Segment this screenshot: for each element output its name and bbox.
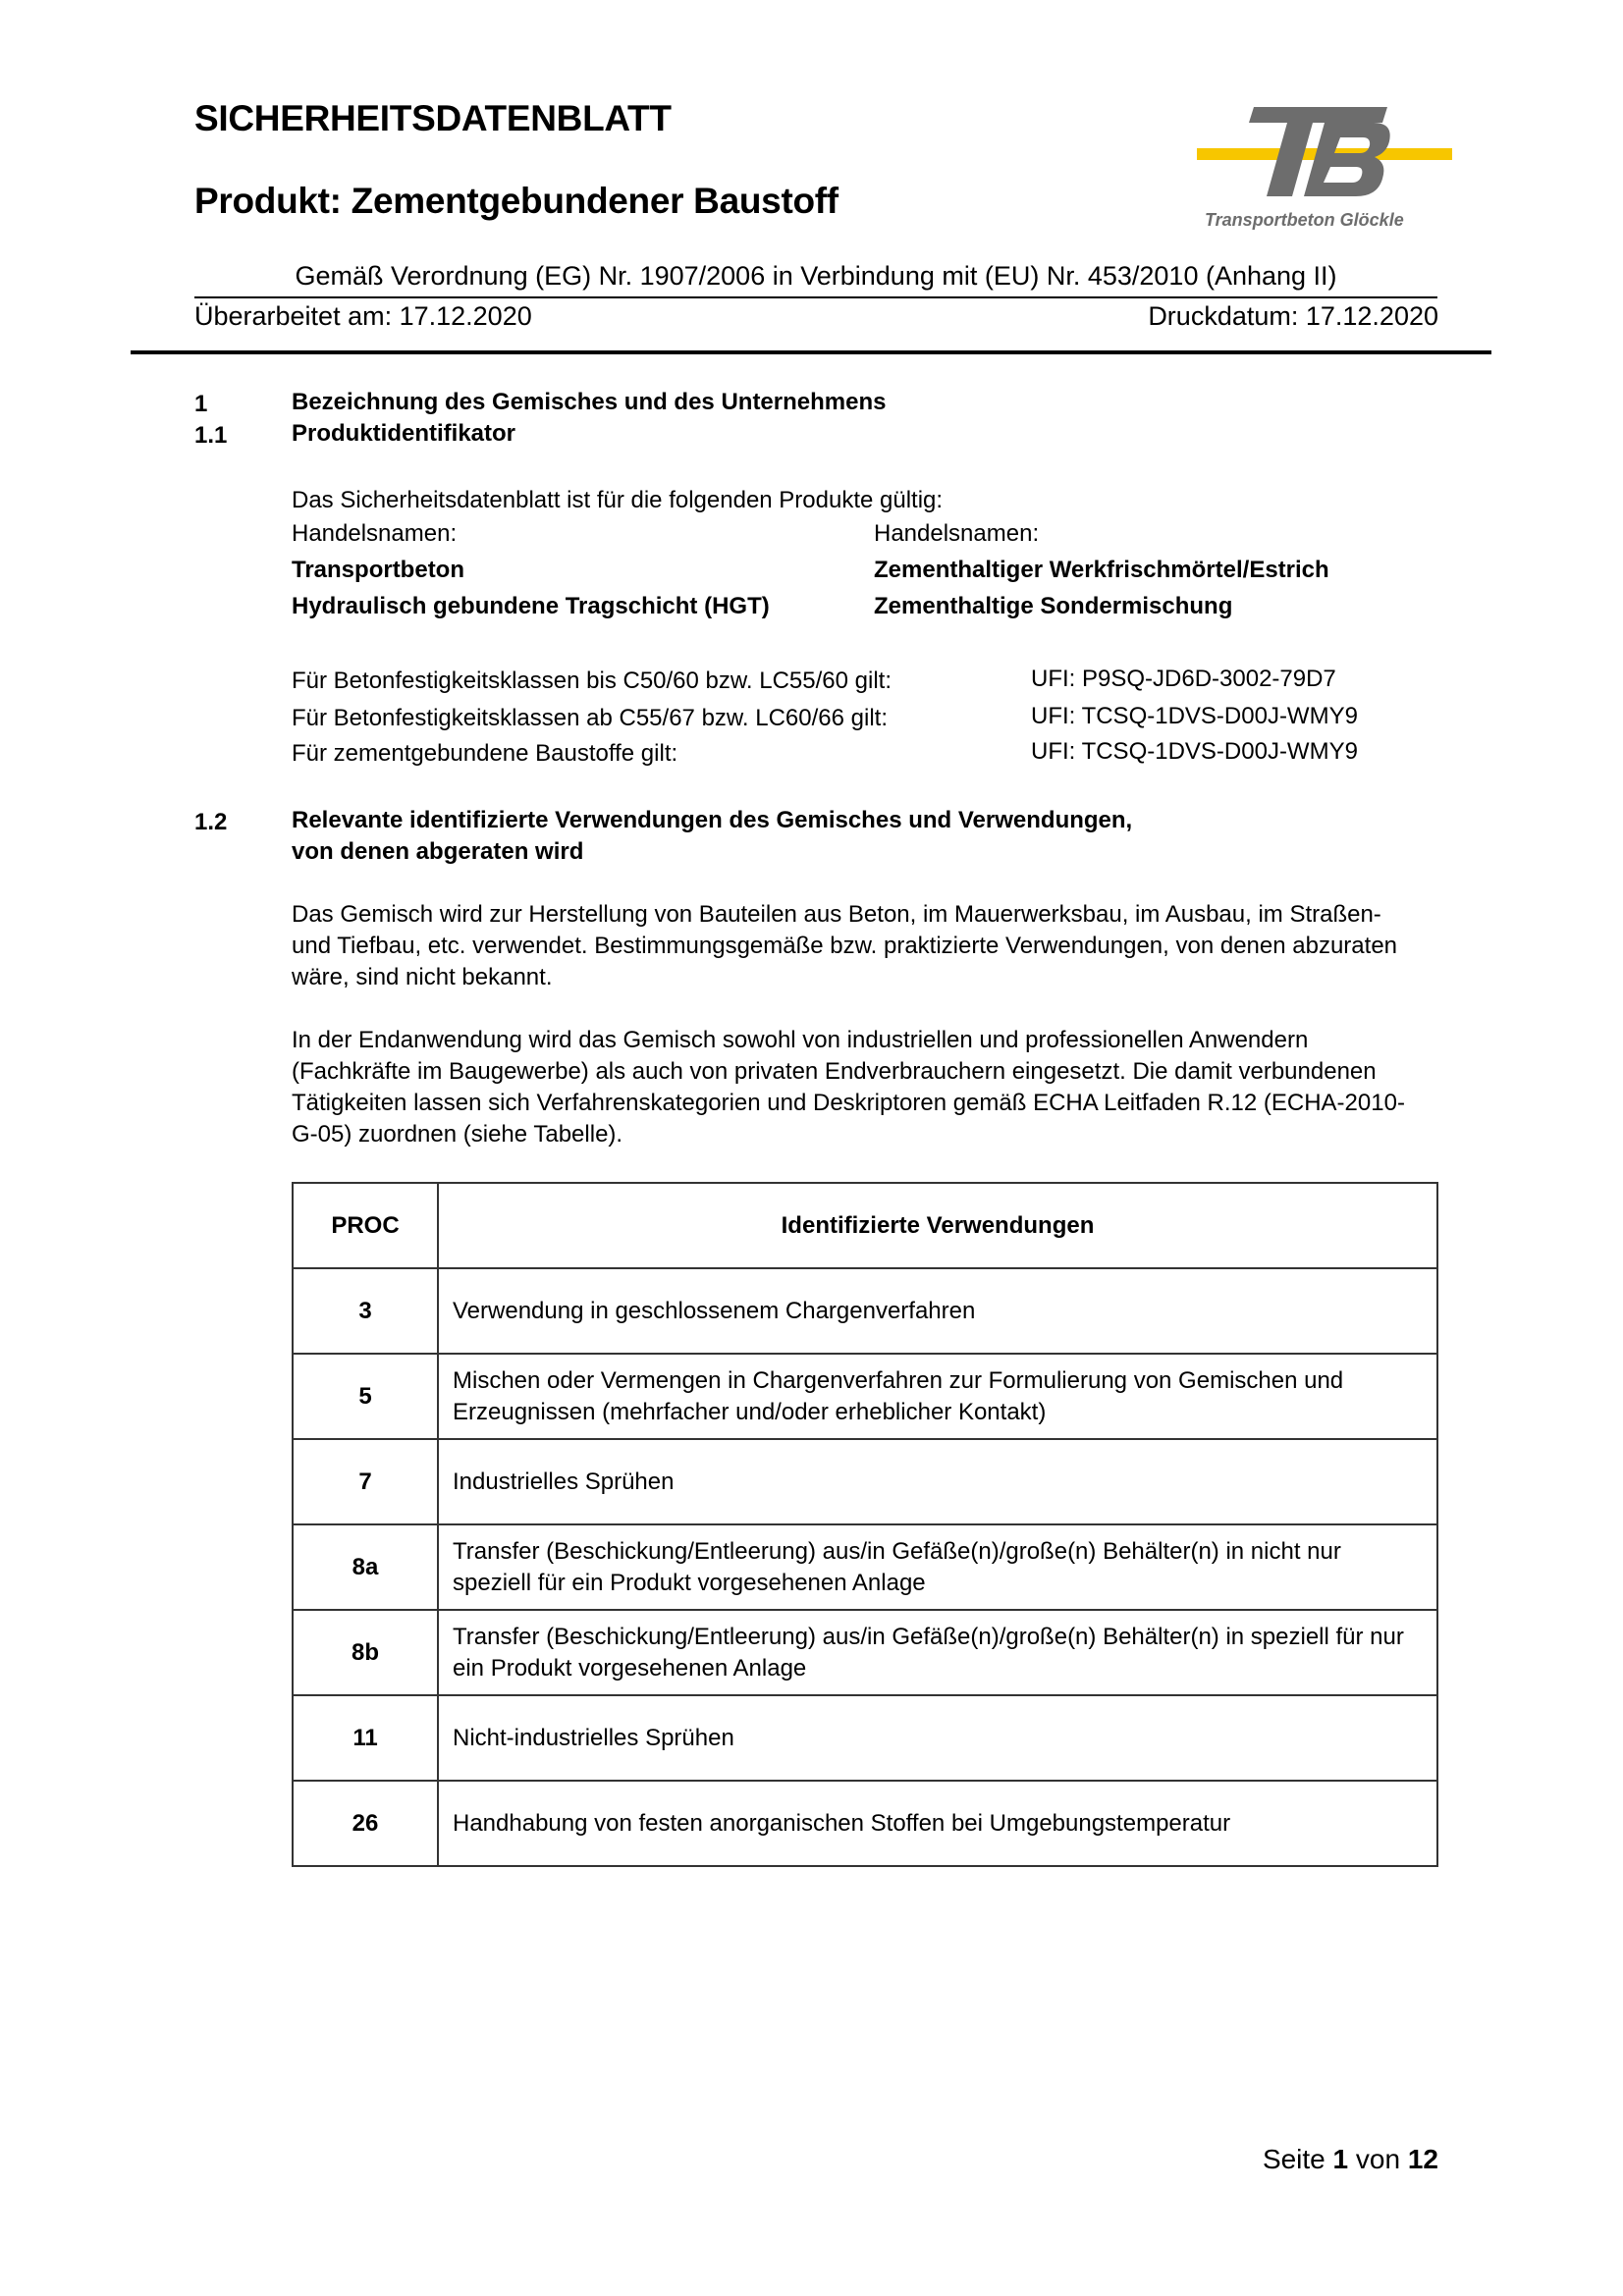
product-right-2: Zementhaltige Sondermischung <box>874 593 1233 619</box>
ufi-label-3: Für zementgebundene Baustoffe gilt: <box>292 740 678 767</box>
proc-code: 3 <box>293 1268 438 1354</box>
end-use-paragraph: In der Endanwendung wird das Gemisch sowohl von industriellen und professionellen Anwendern (Fachkräfte im Baugewerbe) als auch von privaten Endverbrauchern eingesetzt. Die damit verbundenen Tätigkeiten lassen sich Verfahrenskategorien und Deskriptoren gemäß ECHA Leitfaden R.12 (ECHA-2010-G-05) zuordnen (siehe Tabelle). <box>292 1027 1405 1148</box>
page-current: 1 <box>1332 2144 1349 2174</box>
proc-description: Industrielles Sprühen <box>438 1439 1437 1524</box>
proc-description: Nicht-industrielles Sprühen <box>438 1695 1437 1781</box>
proc-description: Transfer (Beschickung/Entleerung) aus/in Gefäße(n)/große(n) Behälter(n) in speziell für nur ein Produkt vorgesehenen Anlage <box>438 1610 1437 1695</box>
table-header-row <box>293 1183 1437 1268</box>
proc-code: 26 <box>293 1781 438 1866</box>
proc-code: 7 <box>293 1439 438 1524</box>
table-row <box>293 1524 1437 1610</box>
product-title: Produkt: Zementgebundener Baustoff <box>194 181 839 221</box>
section-1-2-number: 1.2 <box>194 809 228 835</box>
regulation-reference: Gemäß Verordnung (EG) Nr. 1907/2006 in Verbindung mit (EU) Nr. 453/2010 (Anhang II) <box>295 261 1337 291</box>
header-divider-thin <box>194 296 1437 298</box>
section-1-1-title: Produktidentifikator <box>292 420 516 447</box>
proc-description: Verwendung in geschlossenem Chargenverfahren <box>438 1268 1437 1354</box>
section-1-title: Bezeichnung des Gemisches und des Unternehmens <box>292 389 887 415</box>
print-date: Druckdatum: 17.12.2020 <box>1148 301 1438 331</box>
table-row <box>293 1268 1437 1354</box>
trade-names-label-left: Handelsnamen: <box>292 520 458 547</box>
usage-paragraph: Das Gemisch wird zur Herstellung von Bauteilen aus Beton, im Mauerwerksbau, im Ausbau, im Straßen- und Tiefbau, etc. verwendet. Bestimmungsgemäße bzw. praktizierte Verwendungen, von denen abzuraten wäre, sind nicht bekannt. <box>292 901 1398 990</box>
table-row <box>293 1610 1437 1695</box>
table-row <box>293 1781 1437 1866</box>
header-proc: PROC <box>293 1183 438 1268</box>
trade-names-label-right: Handelsnamen: <box>874 520 1040 547</box>
validity-intro: Das Sicherheitsdatenblatt ist für die folgenden Produkte gültig: <box>292 487 944 513</box>
page-total: 12 <box>1407 2144 1438 2174</box>
table-row <box>293 1354 1437 1439</box>
proc-code: 8b <box>293 1610 438 1695</box>
section-1-2-title-line1: Relevante identifizierte Verwendungen des Gemisches und Verwendungen, <box>292 807 1133 833</box>
product-left-1: Transportbeton <box>292 557 465 583</box>
proc-description: Handhabung von festen anorganischen Stoffen bei Umgebungstemperatur <box>438 1781 1437 1866</box>
ufi-label-2: Für Betonfestigkeitsklassen ab C55/67 bzw. LC60/66 gilt: <box>292 705 889 731</box>
proc-table <box>292 1182 1438 1867</box>
ufi-code-1: UFI: P9SQ-JD6D-3002-79D7 <box>1031 666 1336 692</box>
section-1-number: 1 <box>194 391 208 417</box>
section-1-2-title-line2: von denen abgeraten wird <box>292 838 584 865</box>
proc-description: Transfer (Beschickung/Entleerung) aus/in Gefäße(n)/große(n) Behälter(n) in nicht nur speziell für ein Produkt vorgesehenen Anlage <box>438 1524 1437 1610</box>
document-title: SICHERHEITSDATENBLATT <box>194 98 672 138</box>
proc-description: Mischen oder Vermengen in Chargenverfahren zur Formulierung von Gemischen und Erzeugnissen (mehrfacher und/oder erheblicher Kontakt) <box>438 1354 1437 1439</box>
header-uses: Identifizierte Verwendungen <box>438 1183 1437 1268</box>
page-prefix: Seite <box>1262 2144 1325 2174</box>
header-divider-thick <box>131 350 1491 354</box>
proc-code: 8a <box>293 1524 438 1610</box>
svg-text:Transportbeton Glöckle: Transportbeton Glöckle <box>1205 210 1404 230</box>
proc-code: 5 <box>293 1354 438 1439</box>
revision-date: Überarbeitet am: 17.12.2020 <box>194 301 532 331</box>
proc-code: 11 <box>293 1695 438 1781</box>
ufi-code-3: UFI: TCSQ-1DVS-D00J-WMY9 <box>1031 738 1358 765</box>
product-right-1: Zementhaltiger Werkfrischmörtel/Estrich <box>874 557 1329 583</box>
ufi-label-1: Für Betonfestigkeitsklassen bis C50/60 bzw. LC55/60 gilt: <box>292 667 892 694</box>
product-left-2: Hydraulisch gebundene Tragschicht (HGT) <box>292 593 770 619</box>
section-1-1-number: 1.1 <box>194 422 228 449</box>
page-separator: von <box>1355 2144 1401 2174</box>
section-1-2-title <box>292 805 1132 868</box>
tb-logo-icon <box>1193 98 1468 236</box>
company-logo <box>1193 98 1468 236</box>
page-number <box>1263 2144 1438 2175</box>
table-row <box>293 1439 1437 1524</box>
ufi-code-2: UFI: TCSQ-1DVS-D00J-WMY9 <box>1031 703 1358 729</box>
table-row <box>293 1695 1437 1781</box>
